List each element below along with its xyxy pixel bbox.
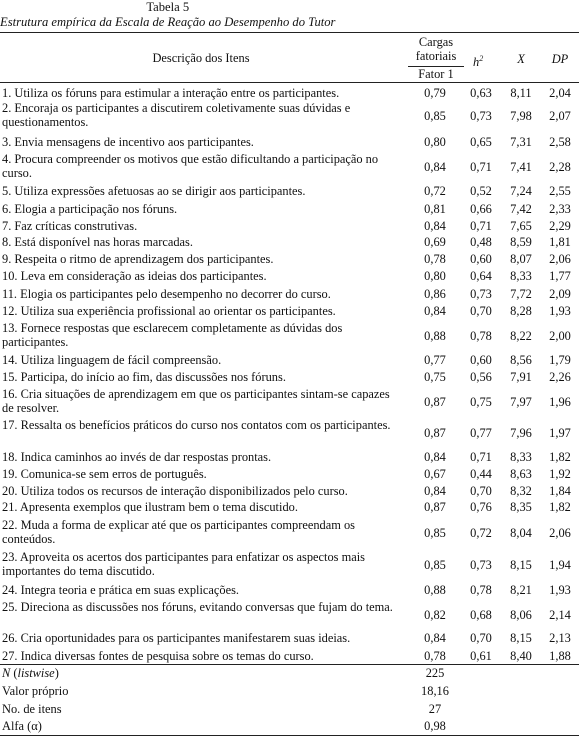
communality: 0,70 <box>470 304 492 318</box>
factor-loading: 0,85 <box>424 526 446 540</box>
item-description: 9. Respeita o ritmo de aprendizagem dos participantes. <box>2 252 274 266</box>
header-rule <box>0 82 579 83</box>
mean-value: 7,65 <box>510 219 532 233</box>
sd-value: 1,97 <box>549 426 571 440</box>
item-description: 12. Utiliza sua experiência profissional ao orientar os participantes. <box>2 304 336 318</box>
body-rule <box>0 664 579 665</box>
item-description: 1. Utiliza os fóruns para estimular a interação entre os participantes. <box>2 86 340 100</box>
item-description: 23. Aproveita os acertos dos participantes para enfatizar os aspectos mais importantes do tema discutido. <box>2 550 365 578</box>
mean-value: 7,96 <box>510 426 532 440</box>
table-page: Tabela 5 Estrutura empírica da Escala de Reação ao Desempenho do Tutor Descrição dos Itens Cargas fatoriais Fator 1 $h^2$ X DP 1. Utiliza os fóruns para estimular a interação entre os participantes. 0,79 0,63 8,11 2,04 2. Encoraja os participantes a discutirem coletivamente suas dúvidas e questionamentos. 0,85 0,73 7,98 2,07 3. Envia mensagens de incentivo aos participantes. 0,80 0,65 7,31 2,58 4. Procura compreender os motivos que estão dificultando a participação no curso. 0,84 0,71 7,41 2,28 5. Utiliza expressões afetuosas ao se dirigir aos participantes. 0,72 0,52 7,24 2,55 6. Elogia a participação nos fóruns. 0,81 0,66 7,42 2,33 7. Faz críticas construtivas. 0,84 0,71 7,65 2,29 8. Está disponível nas horas marcadas. 0,69 0,48 8,59 1,81 9. Respeita o ritmo de aprendizagem dos participantes. 0,78 0,60 8,07 2,06 10. Leva em consideração as ideias dos participantes. 0,80 0,64 8,33 1,77 11. Elogia os participantes pelo desempenho no decorrer do curso. 0,86 0,73 7,72 2,09 12. Utiliza sua experiência profissional ao orientar os participantes. 0,84 0,70 8,28 1,93 13. Fornece respostas que esclarecem completamente as dúvidas dos participantes. 0,88 0,78 8,22 2,00 14. Utiliza linguagem de fácil compreensão. 0,77 0,60 8,56 1,79 15. Participa, do início ao fim, das discussões nos fóruns. 0,75 0,56 7,91 2,26 16. Cria situações de aprendizagem em que os participantes sintam-se capazes de resolver. 0,87 0,75 7,97 1,96 17. Ressalta os benefícios práticos do curso nos contatos com os participantes. 0,87 0,77 7,96 1,97 18. Indica caminhos ao invés de dar respostas prontas. 0,84 0,71 8,33 1,82 19. Comunica-se sem erros de português. 0,67 0,44 8,63 1,92 20. Utiliza todos os recursos de interação disponibilizados pelo curso. 0,84 0,70 8,32 1,84 21. Apresenta exemplos que ilustram bem o tema discutido. 0,87 0,76 8,35 1,82 22. Muda a forma de explicar até que os participantes compreendam os conteúdos. 0,85 0,72 8,04 2,06 23. Aproveita os acertos dos participantes para enfatizar os aspectos mais importantes do tema discutido. 0,85 0,73 8,15 1,94 24. Integra teoria e prática em suas explicações. 0,88 0,78 8,21 1,93 25. Direciona as discussões nos fóruns, evitando conversas que fujam do tema. 0,82 0,68 8,06 2,14 26. Cria oportunidades para os participantes manifestarem suas ideias. 0,84 0,70 8,15 2,13 27. Indica diversas fontes de pesquisa sobre os temas do curso. 0,78 0,61 8,40 1,88 N (listwise) 225 Valor próprio 18,16 No. de itens 27 Alfa (α) 0,98 <box>0 0 579 737</box>
factor-loading: 0,80 <box>424 135 446 149</box>
factor-loading: 0,75 <box>424 370 446 384</box>
item-description: 15. Participa, do início ao fim, das discussões nos fóruns. <box>2 370 286 384</box>
header-x: X <box>517 52 525 66</box>
mean-value: 8,35 <box>510 500 532 514</box>
mean-value: 8,15 <box>510 631 532 645</box>
sd-value: 1,84 <box>549 484 571 498</box>
item-description: 21. Apresenta exemplos que ilustram bem o tema discutido. <box>2 500 298 514</box>
sd-value: 2,09 <box>549 287 571 301</box>
footer-label: Valor próprio <box>2 684 69 698</box>
item-description: 3. Envia mensagens de incentivo aos participantes. <box>2 135 254 149</box>
mean-value: 8,06 <box>510 608 532 622</box>
factor-loading: 0,87 <box>424 500 446 514</box>
communality: 0,64 <box>470 269 492 283</box>
mean-value: 8,15 <box>510 558 532 572</box>
table-number: Tabela 5 <box>146 0 190 14</box>
sd-value: 2,58 <box>549 135 571 149</box>
sd-value: 2,26 <box>549 370 571 384</box>
sd-value: 1,82 <box>549 500 571 514</box>
factor-loading: 0,85 <box>424 109 446 123</box>
mean-value: 8,28 <box>510 304 532 318</box>
mean-value: 8,33 <box>510 269 532 283</box>
communality: 0,56 <box>470 370 492 384</box>
mean-value: 8,63 <box>510 467 532 481</box>
factor-loading: 0,81 <box>424 202 446 216</box>
mean-value: 8,40 <box>510 649 532 663</box>
item-description: 25. Direciona as discussões nos fóruns, evitando conversas que fujam do tema. <box>2 600 393 614</box>
communality: 0,71 <box>470 450 492 464</box>
factor-loading: 0,78 <box>424 649 446 663</box>
communality: 0,73 <box>470 109 492 123</box>
header-factor: Fator 1 <box>418 67 454 81</box>
sd-value: 1,92 <box>549 467 571 481</box>
sd-value: 2,06 <box>549 526 571 540</box>
item-description: 17. Ressalta os benefícios práticos do curso nos contatos com os participantes. <box>2 418 391 432</box>
mean-value: 7,42 <box>510 202 532 216</box>
item-description: 18. Indica caminhos ao invés de dar respostas prontas. <box>2 450 272 464</box>
table-title: Estrutura empírica da Escala de Reação ao Desempenho do Tutor <box>0 15 336 29</box>
footer-label: N (listwise) <box>2 666 59 680</box>
factor-loading: 0,84 <box>424 304 446 318</box>
sd-value: 2,55 <box>549 184 571 198</box>
communality: 0,52 <box>470 184 492 198</box>
factor-loading: 0,80 <box>424 269 446 283</box>
footer-value: 18,16 <box>421 684 449 698</box>
top-rule <box>0 32 579 33</box>
factor-loading: 0,85 <box>424 558 446 572</box>
item-description: 2. Encoraja os participantes a discutirem coletivamente suas dúvidas e questionamentos. <box>2 101 351 129</box>
item-description: 7. Faz críticas construtivas. <box>2 219 138 233</box>
communality: 0,68 <box>470 608 492 622</box>
sd-value: 2,07 <box>549 109 571 123</box>
factor-loading: 0,72 <box>424 184 446 198</box>
item-description: 6. Elogia a participação nos fóruns. <box>2 202 178 216</box>
communality: 0,66 <box>470 202 492 216</box>
header-description: Descrição dos Itens <box>152 51 250 65</box>
factor-loading: 0,84 <box>424 484 446 498</box>
mean-value: 8,59 <box>510 235 532 249</box>
sd-value: 2,28 <box>549 160 571 174</box>
item-description: 13. Fornece respostas que esclarecem completamente as dúvidas dos participantes. <box>2 321 343 349</box>
sd-value: 1,79 <box>549 353 571 367</box>
item-description: 19. Comunica-se sem erros de português. <box>2 467 207 481</box>
factor-loading: 0,88 <box>424 583 446 597</box>
mean-value: 8,07 <box>510 252 532 266</box>
communality: 0,70 <box>470 484 492 498</box>
sd-value: 1,88 <box>549 649 571 663</box>
communality: 0,61 <box>470 649 492 663</box>
item-description: 27. Indica diversas fontes de pesquisa sobre os temas do curso. <box>2 649 314 663</box>
item-description: 8. Está disponível nas horas marcadas. <box>2 235 193 249</box>
communality: 0,71 <box>470 160 492 174</box>
mean-value: 8,11 <box>510 86 532 100</box>
mean-value: 7,72 <box>510 287 532 301</box>
factor-loading: 0,84 <box>424 450 446 464</box>
mean-value: 8,32 <box>510 484 532 498</box>
communality: 0,78 <box>470 583 492 597</box>
communality: 0,44 <box>470 467 492 481</box>
communality: 0,73 <box>470 287 492 301</box>
factor-loading: 0,84 <box>424 219 446 233</box>
communality: 0,71 <box>470 219 492 233</box>
sd-value: 2,13 <box>549 631 571 645</box>
header-dp: DP <box>551 52 569 66</box>
footer-label: Alfa (α) <box>2 719 42 733</box>
factor-loading: 0,79 <box>424 86 446 100</box>
communality: 0,72 <box>470 526 492 540</box>
sd-value: 1,93 <box>549 304 571 318</box>
communality: 0,63 <box>470 86 492 100</box>
footer-value: 0,98 <box>424 719 446 733</box>
communality: 0,76 <box>470 500 492 514</box>
factor-loading: 0,82 <box>424 608 446 622</box>
item-description: 5. Utiliza expressões afetuosas ao se dirigir aos participantes. <box>2 184 306 198</box>
factor-loading: 0,78 <box>424 252 446 266</box>
mean-value: 7,91 <box>510 370 532 384</box>
mean-value: 8,22 <box>510 329 532 343</box>
sd-value: 1,94 <box>549 558 571 572</box>
sd-value: 1,96 <box>549 395 571 409</box>
communality: 0,77 <box>470 426 492 440</box>
footer-value: 225 <box>425 666 445 680</box>
sd-value: 2,14 <box>549 608 571 622</box>
communality: 0,78 <box>470 329 492 343</box>
mean-value: 8,56 <box>510 353 532 367</box>
communality: 0,75 <box>470 395 492 409</box>
bottom-rule <box>0 735 579 736</box>
sd-value: 1,77 <box>549 269 571 283</box>
mean-value: 8,21 <box>510 583 532 597</box>
communality: 0,73 <box>470 558 492 572</box>
factor-loading: 0,88 <box>424 329 446 343</box>
mean-value: 8,33 <box>510 450 532 464</box>
mean-value: 7,31 <box>510 135 532 149</box>
factor-loading: 0,84 <box>424 160 446 174</box>
table-caption <box>0 0 335 30</box>
item-description: 10. Leva em consideração as ideias dos participantes. <box>2 269 267 283</box>
sd-value: 1,93 <box>549 583 571 597</box>
sd-value: 1,82 <box>549 450 571 464</box>
item-description: 4. Procura compreender os motivos que estão dificultando a participação no curso. <box>2 152 379 180</box>
sd-value: 2,29 <box>549 219 571 233</box>
mean-value: 7,24 <box>510 184 532 198</box>
item-description: 22. Muda a forma de explicar até que os participantes compreendam os conteúdos. <box>2 518 355 546</box>
factor-loading: 0,87 <box>424 426 446 440</box>
sd-value: 1,81 <box>549 235 571 249</box>
mean-value: 7,98 <box>510 109 532 123</box>
mean-value: 7,97 <box>510 395 532 409</box>
footer-value: 27 <box>428 702 442 716</box>
communality: 0,60 <box>470 353 492 367</box>
sd-value: 2,06 <box>549 252 571 266</box>
communality: 0,70 <box>470 631 492 645</box>
factor-loading: 0,69 <box>424 235 446 249</box>
factor-loading: 0,77 <box>424 353 446 367</box>
sd-value: 2,00 <box>549 329 571 343</box>
sd-value: 2,04 <box>549 86 571 100</box>
item-description: 16. Cria situações de aprendizagem em que os participantes sintam-se capazes de resolver. <box>2 387 390 415</box>
mean-value: 8,04 <box>510 526 532 540</box>
item-description: 20. Utiliza todos os recursos de interação disponibilizados pelo curso. <box>2 484 348 498</box>
item-description: 24. Integra teoria e prática em suas explicações. <box>2 583 240 597</box>
factor-loading: 0,67 <box>424 467 446 481</box>
item-description: 11. Elogia os participantes pelo desempenho no decorrer do curso. <box>2 287 331 301</box>
footer-label: No. de itens <box>2 702 62 716</box>
header-loadings: Cargas fatoriais <box>415 35 457 63</box>
communality: 0,60 <box>470 252 492 266</box>
item-description: 14. Utiliza linguagem de fácil compreensão. <box>2 353 222 367</box>
communality: 0,48 <box>470 235 492 249</box>
sd-value: 2,33 <box>549 202 571 216</box>
factor-loading: 0,86 <box>424 287 446 301</box>
item-description: 26. Cria oportunidades para os participantes manifestarem suas ideias. <box>2 631 351 645</box>
factor-loading: 0,87 <box>424 395 446 409</box>
factor-loading: 0,84 <box>424 631 446 645</box>
communality: 0,65 <box>470 135 492 149</box>
mean-value: 7,41 <box>510 160 532 174</box>
